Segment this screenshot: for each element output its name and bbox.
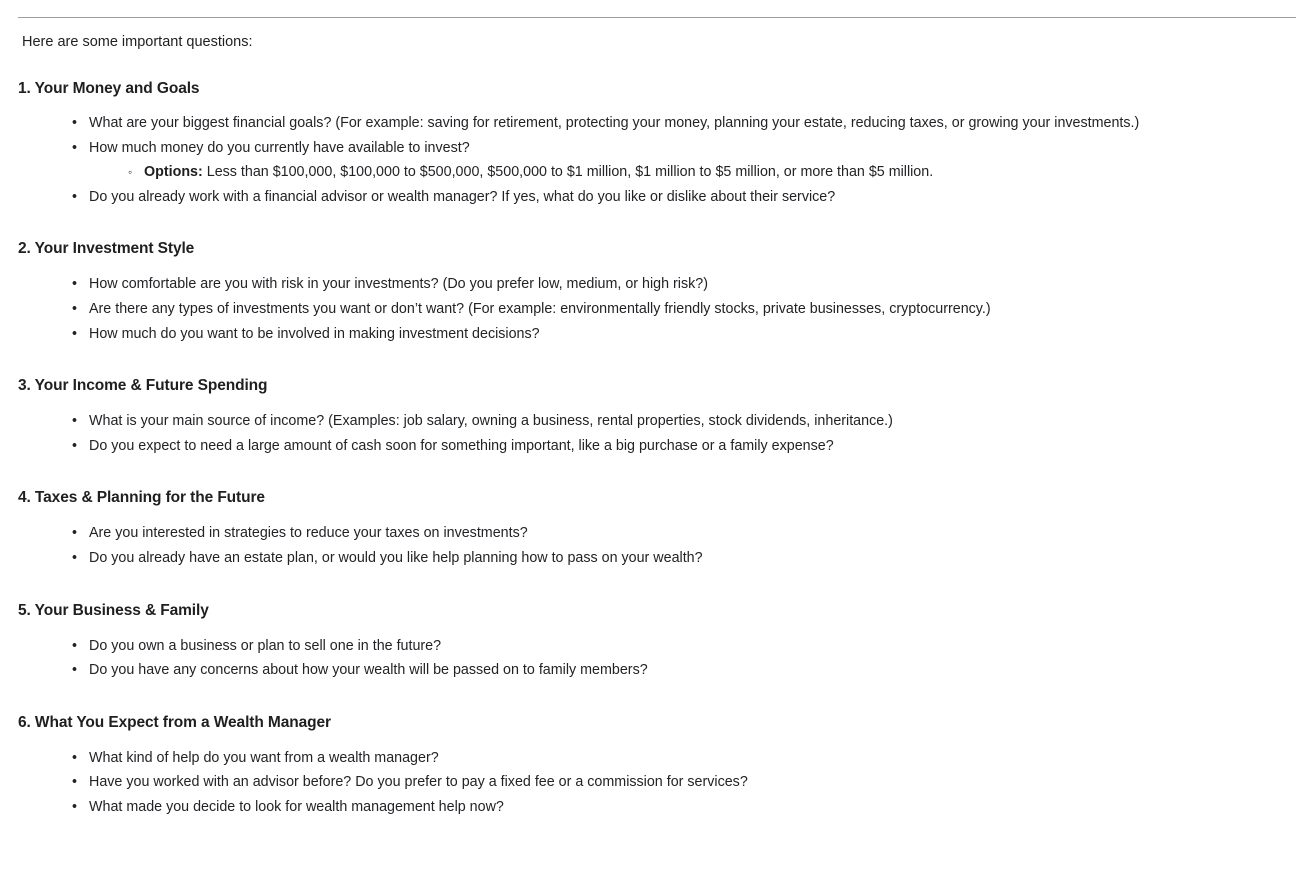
list-item: [0, 546, 1296, 571]
list-item: [0, 272, 1296, 297]
section-5-title: 5. Your Business & Family: [18, 601, 209, 619]
sub-list-item: [56, 160, 1296, 185]
bullet-disc-icon: •: [72, 413, 78, 430]
section-3-title: 3. Your Income & Future Spending: [18, 377, 268, 395]
list-item-text: What made you decide to look for wealth management help now?: [89, 798, 504, 815]
list-item-text: Do you already have an estate plan, or would you like help planning how to pass on your wealth?: [89, 549, 703, 566]
options-label: Options:: [144, 164, 203, 181]
bullet-disc-icon: •: [72, 115, 78, 131]
intro-paragraph: Here are some important questions:: [22, 34, 253, 50]
section-6: [0, 713, 1296, 820]
list-item-text: What are your biggest financial goals? (For example: saving for retirement, protecting your money, planning your estate, reducing taxes, or growing your investments.): [89, 115, 1140, 131]
bullet-disc-icon: •: [72, 188, 78, 205]
section-1: [0, 79, 1296, 209]
list-item: [0, 746, 1296, 771]
list-item-text: Are there any types of investments you want or don’t want? (For example: environmentally friendly stocks, private businesses, cryptocurrency.): [89, 300, 991, 317]
options-values: Less than $100,000, $100,000 to $500,000, $500,000 to $1 million, $1 million to $5 million, or more than $5 million.: [202, 164, 934, 181]
list-item-text: Have you worked with an advisor before? Do you prefer to pay a fixed fee or a commission for services?: [89, 774, 748, 791]
list-item: [0, 297, 1296, 322]
bullet-circle-icon: ◦: [128, 165, 133, 180]
section-5-list: [0, 634, 1296, 683]
bullet-disc-icon: •: [72, 774, 78, 791]
list-item: [0, 322, 1296, 347]
bullet-disc-icon: •: [72, 325, 78, 342]
section-2-title: 2. Your Investment Style: [18, 240, 195, 258]
section-3-list: [0, 409, 1296, 458]
bullet-disc-icon: •: [72, 525, 78, 542]
horizontal-divider: [18, 17, 1296, 18]
list-item-text: Do you own a business or plan to sell one in the future?: [89, 637, 442, 654]
section-4-title: 4. Taxes & Planning for the Future: [18, 489, 265, 507]
list-item-text: What kind of help do you want from a wealth manager?: [89, 749, 439, 766]
bullet-disc-icon: •: [72, 749, 78, 766]
list-item: [0, 795, 1296, 820]
list-item: [0, 658, 1296, 683]
list-item-text: How much do you want to be involved in making investment decisions?: [89, 325, 540, 342]
bullet-disc-icon: •: [72, 276, 78, 293]
document-page: [0, 17, 1296, 888]
list-item: [0, 434, 1296, 459]
list-item-text: Are you interested in strategies to reduce your taxes on investments?: [89, 525, 528, 542]
section-6-list: [0, 746, 1296, 820]
list-item-text: Do you have any concerns about how your wealth will be passed on to family members?: [89, 662, 648, 679]
section-6-title: 6. What You Expect from a Wealth Manager: [18, 713, 331, 731]
list-item-text: How comfortable are you with risk in your investments? (Do you prefer low, medium, or high risk?): [89, 276, 708, 293]
section-1-title: 1. Your Money and Goals: [18, 80, 200, 97]
list-item: [0, 634, 1296, 659]
bullet-disc-icon: •: [72, 798, 78, 815]
list-item: [0, 111, 1296, 136]
section-5: [0, 601, 1296, 683]
list-item: [0, 136, 1296, 185]
list-item-text: How much money do you currently have available to invest?: [89, 139, 470, 156]
section-3: [0, 376, 1296, 458]
bullet-disc-icon: •: [72, 437, 78, 454]
section-1-list: [0, 111, 1296, 209]
list-item: [0, 770, 1296, 795]
list-item: [0, 521, 1296, 546]
section-4-list: [0, 521, 1296, 570]
section-4: [0, 488, 1296, 570]
section-2-list: [0, 272, 1296, 346]
bullet-disc-icon: •: [72, 139, 78, 156]
section-2: [0, 239, 1296, 346]
bullet-disc-icon: •: [72, 549, 78, 566]
list-item-text: Do you expect to need a large amount of cash soon for something important, like a big purchase or a family expense?: [89, 437, 834, 454]
section-1-sublist: [89, 160, 1296, 185]
bullet-disc-icon: •: [72, 662, 78, 679]
list-item: [0, 185, 1296, 210]
bullet-disc-icon: •: [72, 637, 78, 654]
list-item-text: What is your main source of income? (Examples: job salary, owning a business, rental properties, stock dividends, inheritance.): [89, 413, 893, 430]
bullet-disc-icon: •: [72, 300, 78, 317]
list-item: [0, 409, 1296, 434]
list-item-text: Do you already work with a financial advisor or wealth manager? If yes, what do you like or dislike about their service?: [89, 188, 836, 205]
